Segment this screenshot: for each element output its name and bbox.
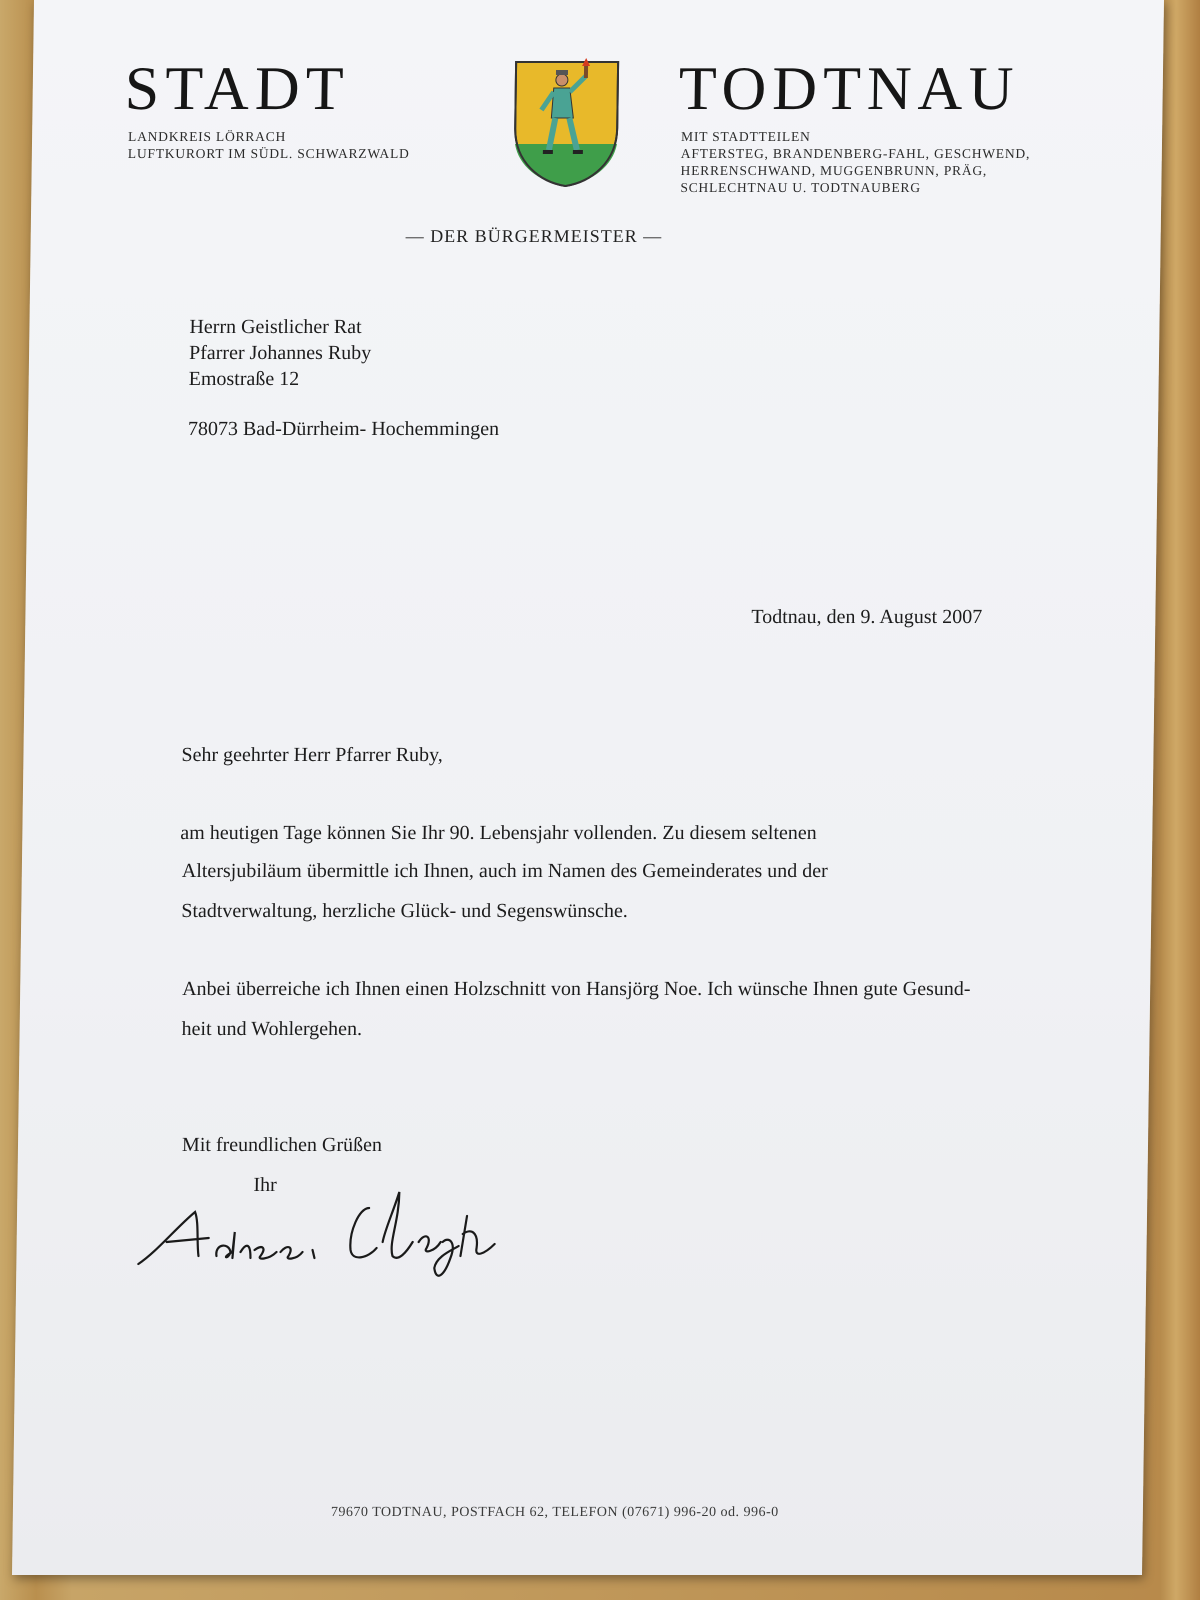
body-line: heit und Wohlergehen. [181, 1018, 363, 1040]
department-label: — DER BÜRGERMEISTER — [405, 226, 663, 246]
letterhead-right-line: HERRENSCHWAND, MUGGENBRUNN, PRÄG, [680, 163, 988, 178]
salutation: Sehr geehrter Herr Pfarrer Ruby, [181, 744, 443, 766]
recipient-line: Herrn Geistlicher Rat [189, 316, 362, 338]
letterhead-right-line: SCHLECHTNAU U. TODTNAUBERG [680, 180, 921, 195]
letterhead-stadt: STADT [124, 55, 351, 123]
body-line: Anbei überreiche ich Ihnen einen Holzschnitt von Hansjörg Noe. Ich wünsche Ihnen gute Gesund- [182, 978, 971, 1000]
letterhead-left-line: LUFTKURORT IM SÜDL. SCHWARZWALD [127, 146, 410, 161]
table-surface [1160, 0, 1200, 1600]
signature-image [136, 1172, 538, 1292]
closing-ihr: Ihr [253, 1174, 277, 1196]
letter-page [12, 0, 1164, 1575]
body-line: Stadtverwaltung, herzliche Glück- und Segenswünsche. [181, 900, 628, 922]
letter-date: Todtnau, den 9. August 2007 [751, 606, 983, 628]
letterhead-right-info [680, 128, 1030, 196]
letterhead-left-info [128, 128, 410, 162]
recipient-line: Pfarrer Johannes Ruby [188, 342, 372, 364]
letterhead-left-line: LANDKREIS LÖRRACH [127, 129, 287, 144]
coat-of-arms-icon [510, 58, 622, 188]
body-line: am heutigen Tage können Sie Ihr 90. Lebensjahr vollenden. Zu diesem seltenen [180, 822, 817, 844]
letter-footer: 79670 TODTNAU, POSTFACH 62, TELEFON (07671) 996-20 od. 996-0 [330, 1505, 779, 1520]
recipient-city: 78073 Bad-Dürrheim- Hochemmingen [187, 418, 500, 440]
letterhead-right-line: MIT STADTTEILEN [680, 129, 811, 144]
body-line: Altersjubiläum übermittle ich Ihnen, auch im Namen des Gemeinderates und der [181, 860, 828, 882]
closing-greeting: Mit freundlichen Grüßen [181, 1134, 383, 1156]
letterhead-todtnau: TODTNAU [678, 55, 1020, 123]
recipient-line: Emostraße 12 [188, 368, 300, 390]
letterhead-right-line: AFTERSTEG, BRANDENBERG-FAHL, GESCHWEND, [680, 146, 1031, 161]
